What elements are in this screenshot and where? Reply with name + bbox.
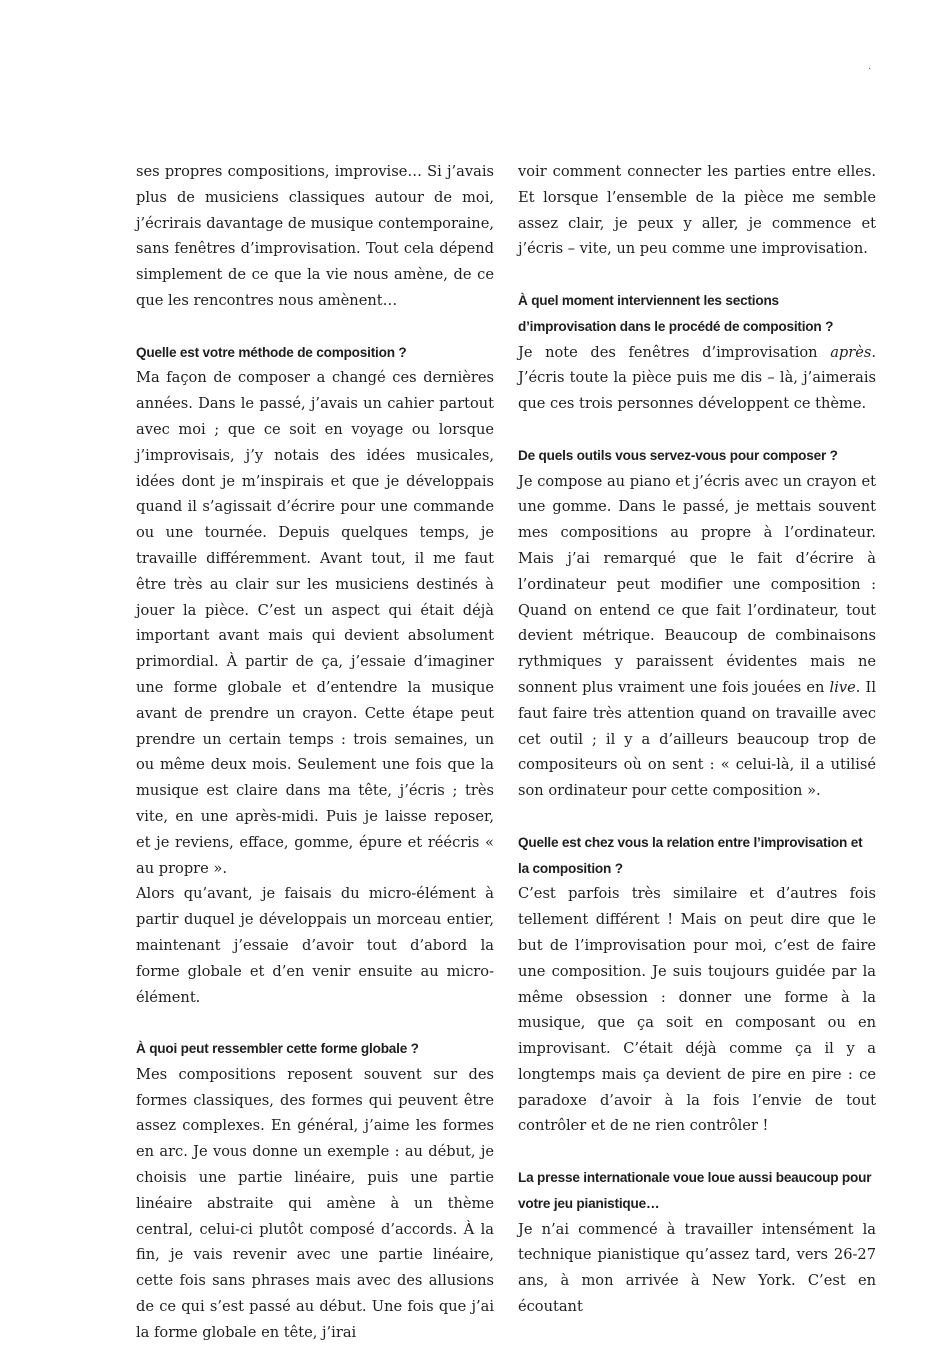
speck-mark: · (868, 64, 872, 75)
paragraph: Mes compositions reposent souvent sur des formes classiques, des formes qui peuvent être assez complexes. En général, j’aime les formes en arc. Je vous donne un exemple : au début, je choisis une partie linéaire, puis une partie linéaire abstraite qui amène à un thème central, celui-ci plutôt composé d’accords. À la fin, je vais revenir avec une partie linéaire, cette fois sans phrases mais avec des allusions de ce qui s’est passé au début. Une fois que j’ai la forme globale en tête, j’irai (136, 1065, 494, 1341)
interview-question: Quelle est chez vous la relation entre l’improvisation et la composition ? (518, 834, 863, 876)
paragraph: Ma façon de composer a changé ces dernières années. Dans le passé, j’avais un cahier partout avec moi ; que ce soit en voyage ou lorsque j’improvisais, j’y notais des idées musicales, idées dont je m’inspirais et que je développais quand il s’agissait d’écrire pour une commande ou une tournée. Depuis quelques temps, je travaille différemment. Avant tout, il me faut être très au clair sur les musiciens destinés à jouer la pièce. C’est un aspect qui était déjà important avant mais qui devient absolument primordial. À partir de ça, j’essaie d’imaginer une forme globale et d’entendre la musique avant de prendre un crayon. Cette étape peut prendre un certain temps : trois semaines, un ou même deux mois. Seulement une fois que la musique est claire dans ma tête, j’écris ; très vite, en une après-midi. Puis je laisse reposer, et je reviens, efface, gomme, épure et réécris « au propre ». (136, 369, 494, 877)
paragraph: voir comment connecter les parties entre elles. Et lorsque l’ensemble de la pièce me semble assez clair, je peux y aller, je commence et j’écris – vite, un peu comme une improvisation. (518, 163, 876, 258)
interview-question: De quels outils vous servez-vous pour composer ? (518, 447, 838, 463)
text-run: . Il faut faire très attention quand on travaille avec cet outil ; il y a d’ailleurs beaucoup trop de compositeurs où on sent : « celui-là, il a utilisé son ordinateur pour cette composition ». (518, 678, 876, 800)
text-run: . J’écris toute la pièce puis me dis – là, j’aimerais que ces trois personnes développent ce thème. (518, 343, 876, 413)
paragraph: C’est parfois très similaire et d’autres fois tellement différent ! Mais on peut dire que le but de l’improvisation pour moi, c’est de faire une composition. Je suis toujours guidée par la même obsession : donner une forme à la musique, que ça soit en composant ou en improvisant. C’était déjà comme ça il y a longtemps mais ça devient de pire en pire : ce paradoxe d’avoir à la fois l’envie de tout contrôler et de ne rien contrôler ! (518, 885, 876, 1135)
text-run: Je note des fenêtres d’improvisation (518, 343, 831, 361)
right-column (518, 159, 876, 1320)
interview-question: La presse internationale voue loue aussi beaucoup pour votre jeu pianistique… (518, 1170, 872, 1211)
paragraph: ses propres compositions, improvise… Si j’avais plus de musiciens classiques autour de moi, j’écrirais davantage de musique contemporaine, sans fenêtres d’improvisation. Tout cela dépend simplement de ce que la vie nous amène, de ce que les rencontres nous amènent… (136, 163, 494, 309)
paragraph (518, 469, 876, 804)
paragraph: Je n’ai commencé à travailler intensément la technique pianistique qu’assez tard, vers 26-27 ans, à mon arrivée à New York. C’est en écoutant (518, 1220, 876, 1316)
interview-question: À quel moment interviennent les sections d’improvisation dans le procédé de composition ? (518, 292, 834, 334)
paragraph: Alors qu’avant, je faisais du micro-élément à partir duquel je développais un morceau entier, maintenant j’essaie d’avoir tout d’abord la forme globale et d’en venir ensuite au micro-élément. (136, 885, 494, 1006)
text-run: Je compose au piano et j’écris avec un crayon et une gomme. Dans le passé, je mettais souvent mes compositions au propre à l’ordinateur. Mais j’ai remarqué que le fait d’écrire à l’ordinateur peut modifier une composition : Quand on entend ce que fait l’ordinateur, tout devient métrique. Beaucoup de combinaisons rythmiques y paraissent évidentes mais ne sonnent plus vraiment une fois jouées en (518, 472, 876, 696)
emphasis-text: live (829, 678, 856, 696)
interview-question: À quoi peut ressembler cette forme globale ? (136, 1041, 419, 1057)
emphasis-text: après (830, 343, 872, 361)
paragraph (518, 340, 876, 417)
left-column (136, 159, 494, 1346)
interview-question: Quelle est votre méthode de composition ? (136, 344, 407, 360)
